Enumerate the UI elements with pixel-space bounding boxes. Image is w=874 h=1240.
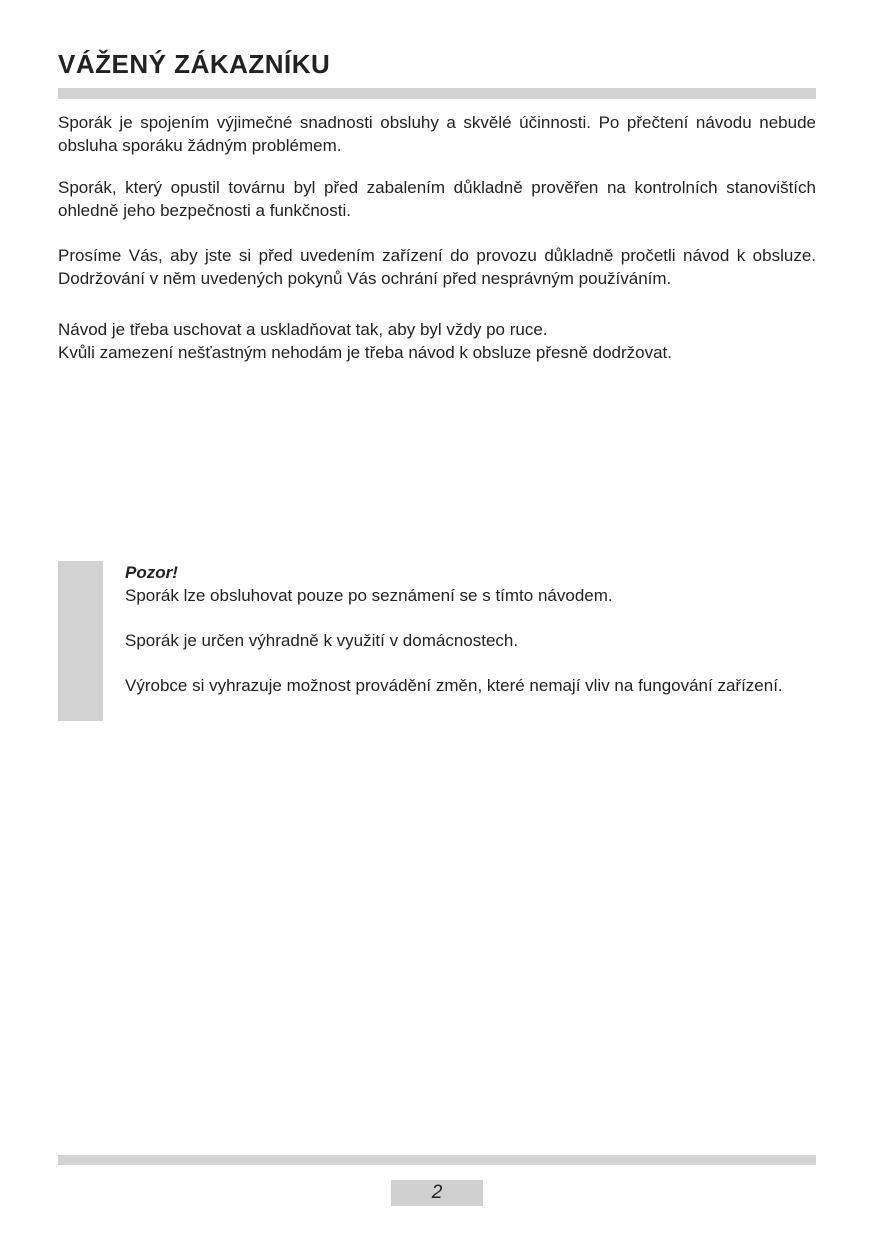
note-line: Návod je třeba uschovat a uskladňovat tak, aby byl vždy po ruce. — [58, 320, 548, 339]
notice-paragraph: Výrobce si vyhrazuje možnost provádění změn, které nemají vliv na fungování zařízení. — [125, 676, 783, 695]
title-underline-bar — [58, 88, 816, 99]
page-number-badge — [391, 1180, 483, 1206]
page-title: VÁŽENÝ ZÁKAZNÍKU — [58, 49, 331, 79]
notice-paragraph: Sporák je určen výhradně k využití v domácnostech. — [125, 631, 519, 650]
intro-paragraph: Prosíme Vás, aby jste si před uvedením zařízení do provozu důkladně pročetli návod k obsluze. Dodržování v něm uvedených pokynů Vás ochrání před nesprávným používáním. — [58, 246, 816, 288]
notice-gray-sidebar — [58, 561, 103, 721]
page-number: 2 — [431, 1182, 443, 1203]
notice-heading: Pozor! — [125, 563, 178, 582]
footer-divider-bar — [58, 1155, 816, 1165]
note-line: Kvůli zamezení nešťastným nehodám je třeba návod k obsluze přesně dodržovat. — [58, 343, 673, 362]
keep-manual-note — [58, 318, 816, 364]
notice-paragraph: Sporák lze obsluhovat pouze po seznámení se s tímto návodem. — [125, 586, 613, 605]
page-content — [0, 50, 874, 721]
notice-body — [125, 561, 816, 697]
attention-notice — [58, 561, 816, 721]
intro-paragraph: Sporák, který opustil továrnu byl před zabalením důkladně prověřen na kontrolních stanovištích ohledně jeho bezpečnosti a funkčnosti. — [58, 178, 816, 220]
intro-paragraph: Sporák je spojením výjimečné snadnosti obsluhy a skvělé účinnosti. Po přečtení návodu nebude obsluha sporáku žádným problémem. — [58, 113, 816, 155]
